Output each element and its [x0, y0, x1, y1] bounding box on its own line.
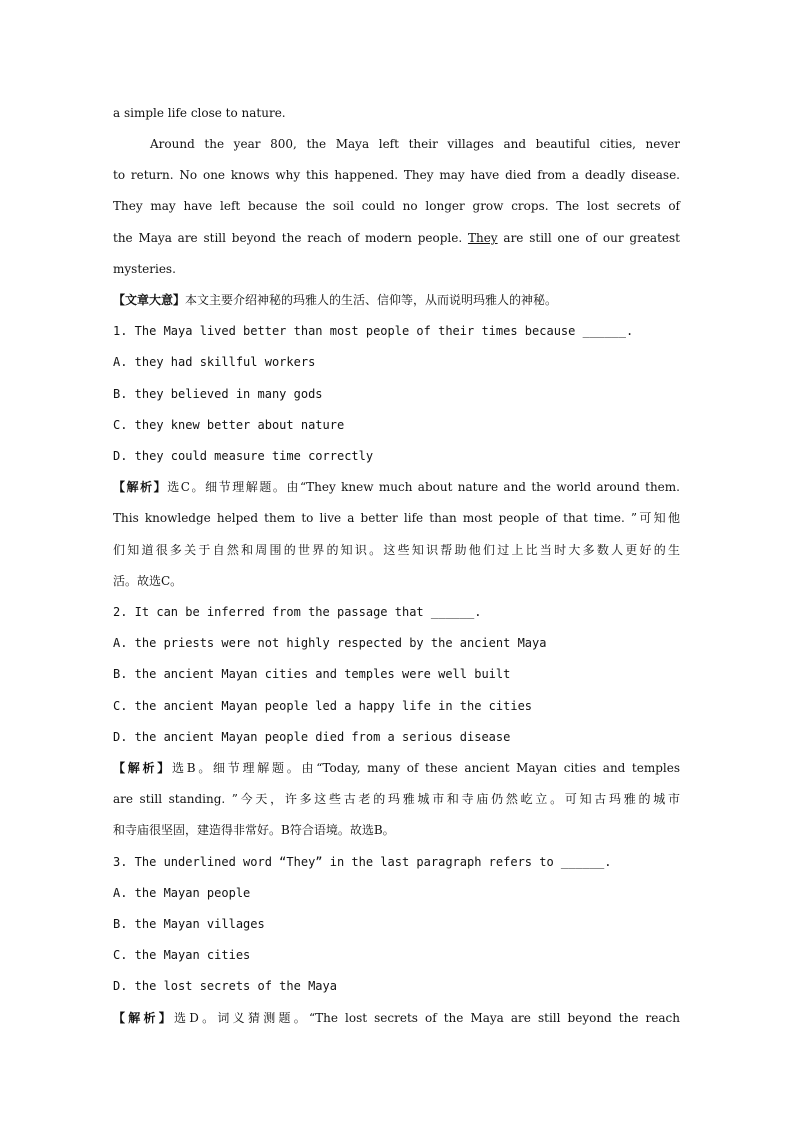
option: C. the Mayan cities — [113, 948, 251, 962]
summary-line — [113, 290, 680, 310]
explanation-line: 和寺庙很坚固，建造得非常好。B符合语境。故选B。 — [113, 823, 395, 837]
explanation-tag: 【解析】 — [113, 480, 168, 494]
explanation-text: 选C。细节理解题。由“They knew much about nature and the world around them. — [167, 480, 680, 494]
passage-line: a simple life close to nature. — [113, 106, 286, 120]
passage-line: Around the year 800, the Maya left their villages and beautiful cities, never — [150, 137, 680, 151]
explanation-tag: 【解析】 — [113, 1011, 175, 1025]
explanation-line: are still standing. ”今天，许多这些古老的玛雅城市和寺庙仍然屹立。可知古玛雅的城市 — [113, 792, 680, 806]
option: C. the ancient Mayan people led a happy life in the cities — [113, 699, 533, 713]
explanation-text: 选B。细节理解题。由“Today, many of these ancient Mayan cities and temples — [172, 761, 680, 775]
passage-line: to return. No one knows why this happened. They may have died from a deadly disease. — [113, 168, 680, 182]
passage-line: mysteries. — [113, 262, 176, 276]
option: D. the lost secrets of the Maya — [113, 979, 337, 993]
option: A. they had skillful workers — [113, 355, 316, 369]
explanation-line: 活。故选C。 — [113, 574, 183, 588]
question-stem: 1. The Maya lived better than most people of their times because ______. — [113, 324, 634, 338]
summary-text: 本文主要介绍神秘的玛雅人的生活、信仰等，从而说明玛雅人的神秘。 — [185, 293, 558, 307]
explanation-line: 们知道很多关于自然和周围的世界的知识。这些知识帮助他们过上比当时大多数人更好的生 — [113, 543, 680, 557]
option: B. the Mayan villages — [113, 917, 265, 931]
passage-text: the Maya are still beyond the reach of modern people. — [113, 231, 468, 245]
passage-line: They may have left because the soil could no longer grow crops. The lost secrets of — [113, 199, 680, 213]
explanation-line — [113, 477, 680, 497]
option: D. they could measure time correctly — [113, 449, 374, 463]
passage-text: are still one of our greatest — [497, 231, 680, 245]
option: B. they believed in many gods — [113, 387, 323, 401]
explanation-text: 选D。词义猜测题。“The lost secrets of the Maya are still beyond the reach — [174, 1011, 680, 1025]
option: A. the priests were not highly respected by the ancient Maya — [113, 636, 547, 650]
explanation-line: This knowledge helped them to live a better life than most people of that time. ”可知他 — [113, 511, 680, 525]
option: C. they knew better about nature — [113, 418, 345, 432]
question-stem: 2. It can be inferred from the passage that ______. — [113, 605, 482, 619]
explanation-tag: 【解析】 — [113, 761, 172, 775]
summary-tag: 【文章大意】 — [113, 293, 186, 307]
option: D. the ancient Mayan people died from a serious disease — [113, 730, 511, 744]
explanation-line — [113, 758, 680, 778]
underlined-word: They — [467, 231, 498, 245]
explanation-line — [113, 1008, 680, 1028]
question-stem: 3. The underlined word “They” in the last paragraph refers to ______. — [113, 855, 612, 869]
option: A. the Mayan people — [113, 886, 251, 900]
passage-line — [113, 228, 680, 248]
option: B. the ancient Mayan cities and temples were well built — [113, 667, 511, 681]
